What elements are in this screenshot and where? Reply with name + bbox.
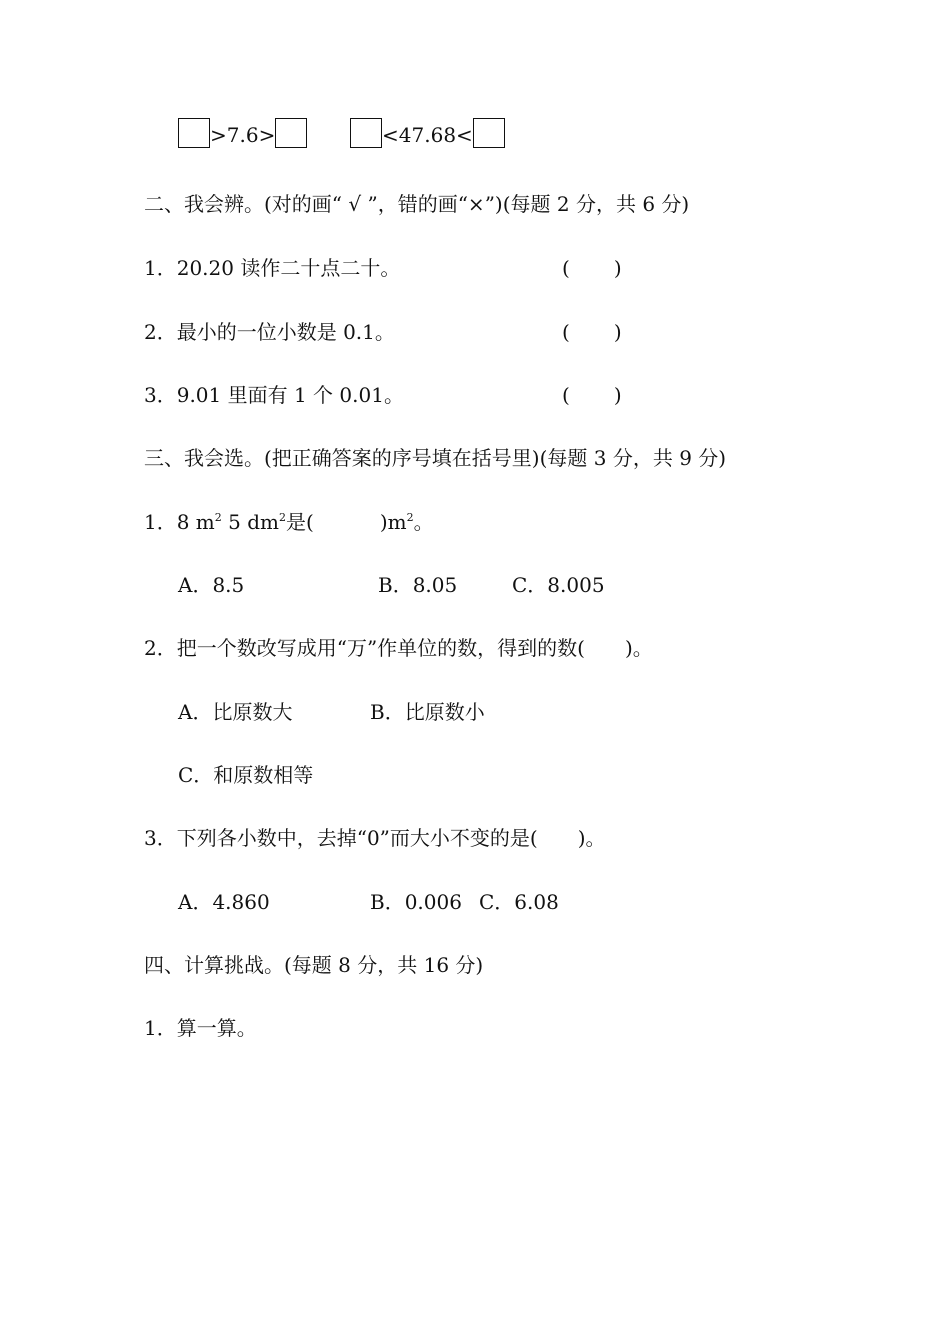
- paren-left: (: [562, 383, 570, 407]
- paren-right: ): [613, 256, 622, 280]
- option[interactable]: B．0.006: [370, 890, 462, 914]
- paren-right: ): [613, 383, 622, 407]
- option[interactable]: C．6.08: [479, 890, 559, 914]
- comparison-row: [178, 118, 505, 148]
- option[interactable]: B．8.05: [378, 573, 458, 597]
- option[interactable]: A．8.5: [178, 573, 245, 597]
- q1-text: 5 dm: [221, 510, 279, 534]
- judge-item: 2．最小的一位小数是 0.1。: [144, 320, 395, 344]
- q1-sup: 2: [214, 511, 222, 524]
- calc-question-1: 1．算一算。: [144, 1016, 257, 1040]
- answer-box[interactable]: [350, 118, 382, 148]
- option[interactable]: A．4.860: [178, 890, 270, 914]
- judge-paren[interactable]: [562, 383, 622, 407]
- q1-text: 1．8 m: [144, 510, 215, 534]
- section2-heading: 二、我会辨。(对的画“ √ ”，错的画“×”)(每题 2 分，共 6 分): [144, 192, 690, 216]
- judge-paren[interactable]: [562, 320, 622, 344]
- option[interactable]: C．和原数相等: [178, 763, 314, 787]
- section3-heading: 三、我会选。(把正确答案的序号填在括号里)(每题 3 分，共 9 分): [144, 446, 727, 470]
- judge-paren[interactable]: [562, 256, 622, 280]
- choice-question-2: 2．把一个数改写成用“万”作单位的数，得到的数( )。: [144, 636, 653, 660]
- q1-text: 。: [413, 510, 434, 534]
- choice-question-3: 3．下列各小数中，去掉“0”而大小不变的是( )。: [144, 826, 606, 850]
- judge-item: 1．20.20 读作二十点二十。: [144, 256, 401, 280]
- answer-box[interactable]: [275, 118, 307, 148]
- section4-heading: 四、计算挑战。(每题 8 分，共 16 分): [144, 953, 484, 977]
- q1-text: 是(: [286, 510, 314, 534]
- answer-box[interactable]: [178, 118, 210, 148]
- q1-sup: 2: [406, 511, 414, 524]
- option[interactable]: C．8.005: [512, 573, 605, 597]
- paren-left: (: [562, 256, 570, 280]
- q1-sup: 2: [279, 511, 286, 524]
- paren-right: ): [613, 320, 622, 344]
- paren-left: (: [562, 320, 570, 344]
- comparison-right-text: <47.68<: [382, 123, 473, 147]
- choice-question-1: [144, 510, 434, 534]
- q1-text: )m: [379, 510, 407, 534]
- comparison-left-text: >7.6>: [210, 123, 276, 147]
- judge-item: 3．9.01 里面有 1 个 0.01。: [144, 383, 404, 407]
- option[interactable]: B．比原数小: [370, 700, 485, 724]
- option[interactable]: A．比原数大: [178, 700, 293, 724]
- answer-box[interactable]: [473, 118, 505, 148]
